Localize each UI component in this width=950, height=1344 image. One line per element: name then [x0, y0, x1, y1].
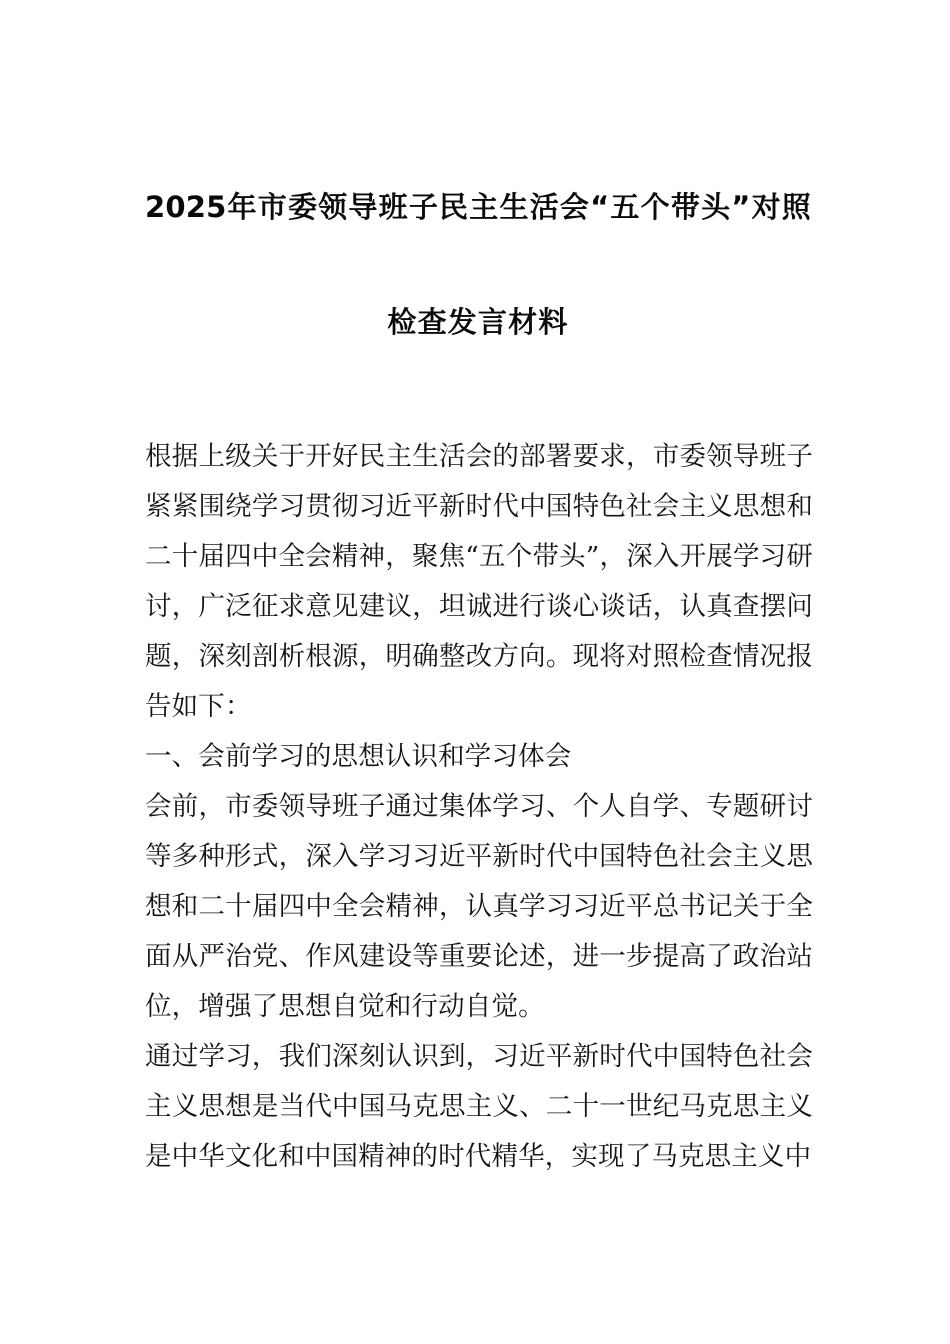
- document-title-line-1: 2025年市委领导班子民主生活会“五个带头”对照: [145, 190, 811, 224]
- section-heading-1: 一、会前学习的思想认识和学习体会: [145, 741, 572, 772]
- body-paragraph-section-1-2: 通过学习，我们深刻认识到，习近平新时代中国特色社会主义思想是当代中国马克思主义、二十一世纪马克思主义是中华文化和中国精神的时代精华，实现了马克思主义中: [145, 1041, 813, 1172]
- document-title: [145, 150, 811, 380]
- document-title-line-2: 检查发言材料: [387, 305, 569, 339]
- body-paragraph-intro: 根据上级关于开好民主生活会的部署要求，市委领导班子紧紧围绕学习贯彻习近平新时代中国特色社会主义思想和二十届四中全会精神，聚焦“五个带头”，深入开展学习研讨，广泛征求意见建议，坦诚进行谈心谈话，认真查摆问题，深刻剖析根源，明确整改方向。现将对照检查情况报告如下：: [145, 441, 813, 722]
- document-body: [145, 432, 813, 1182]
- body-paragraph-section-1-1: 会前，市委领导班子通过集体学习、个人自学、专题研讨等多种形式，深入学习习近平新时代中国特色社会主义思想和二十届四中全会精神，认真学习习近平总书记关于全面从严治党、作风建设等重要论述，进一步提高了政治站位，增强了思想自觉和行动自觉。: [145, 791, 813, 1022]
